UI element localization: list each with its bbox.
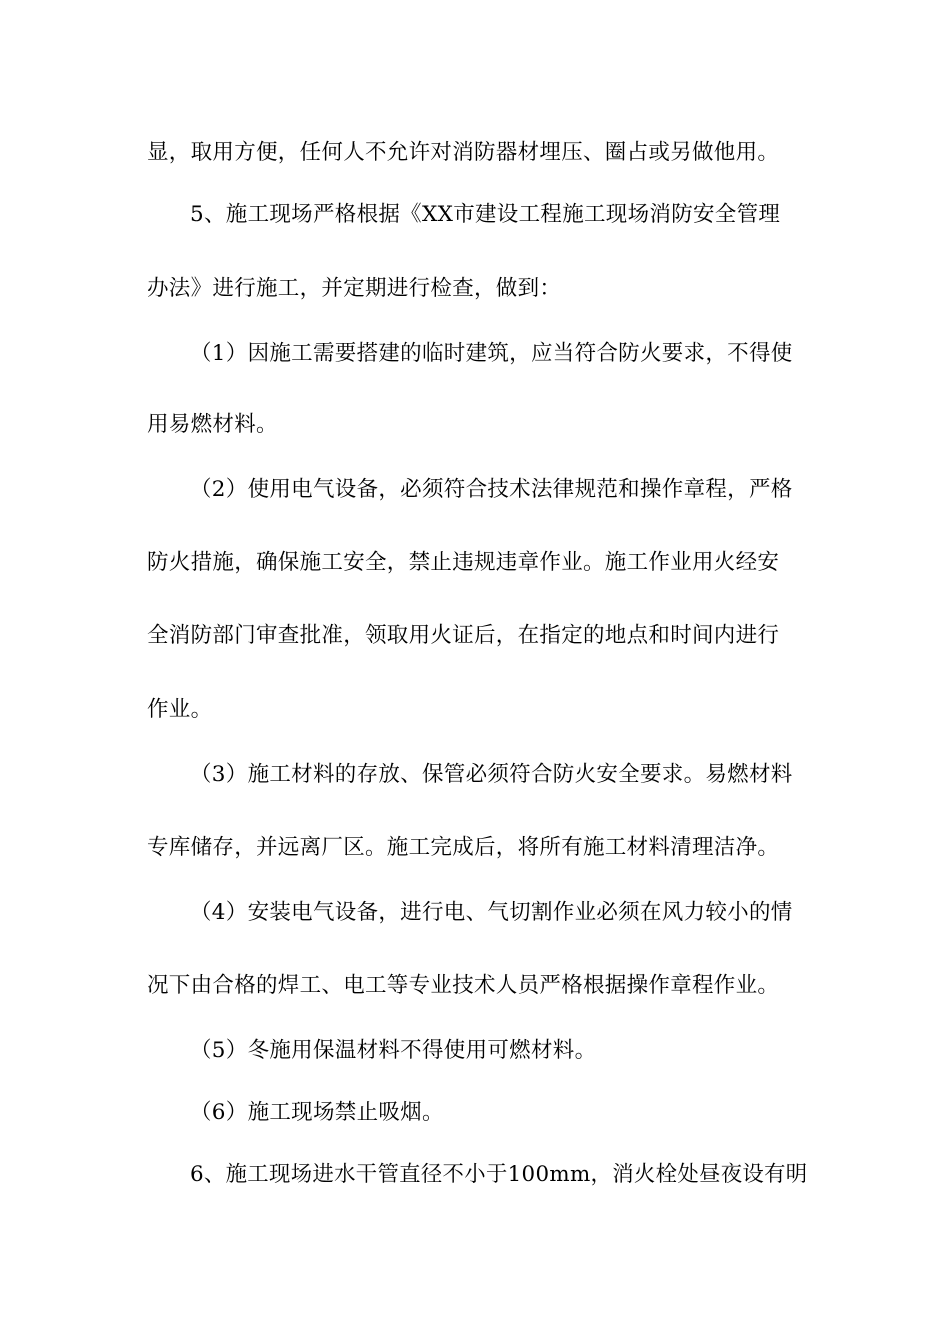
text-line: 用易燃材料。 <box>147 412 278 437</box>
text-line: 作业。 <box>147 697 213 722</box>
text-line: 全消防部门审查批准，领取用火证后，在指定的地点和时间内进行 <box>147 623 780 648</box>
text-line: （3）施工材料的存放、保管必须符合防火安全要求。易燃材料 <box>190 762 793 787</box>
text-line: 显，取用方便，任何人不允许对消防器材埋压、圈占或另做他用。 <box>147 140 780 165</box>
text-line: 办法》进行施工，并定期进行检查，做到： <box>147 276 562 301</box>
text-line: 况下由合格的焊工、电工等专业技术人员严格根据操作章程作业。 <box>147 973 780 998</box>
text-line: 专库储存，并远离厂区。施工完成后，将所有施工材料清理洁净。 <box>147 835 780 860</box>
text-line: （4）安装电气设备，进行电、气切割作业必须在风力较小的情 <box>190 900 793 925</box>
text-line: （6）施工现场禁止吸烟。 <box>190 1100 444 1125</box>
text-line: 防火措施，确保施工安全，禁止违规违章作业。施工作业用火经安 <box>147 550 780 575</box>
text-line: 5、施工现场严格根据《XX市建设工程施工现场消防安全管理 <box>190 202 781 227</box>
text-line: （1）因施工需要搭建的临时建筑，应当符合防火要求，不得使 <box>190 341 793 366</box>
text-line: （2）使用电气设备，必须符合技术法律规范和操作章程，严格 <box>190 477 793 502</box>
text-line: （5）冬施用保温材料不得使用可燃材料。 <box>190 1038 597 1063</box>
text-line: 6、施工现场进水干管直径不小于100mm，消火栓处昼夜设有明 <box>190 1162 808 1187</box>
